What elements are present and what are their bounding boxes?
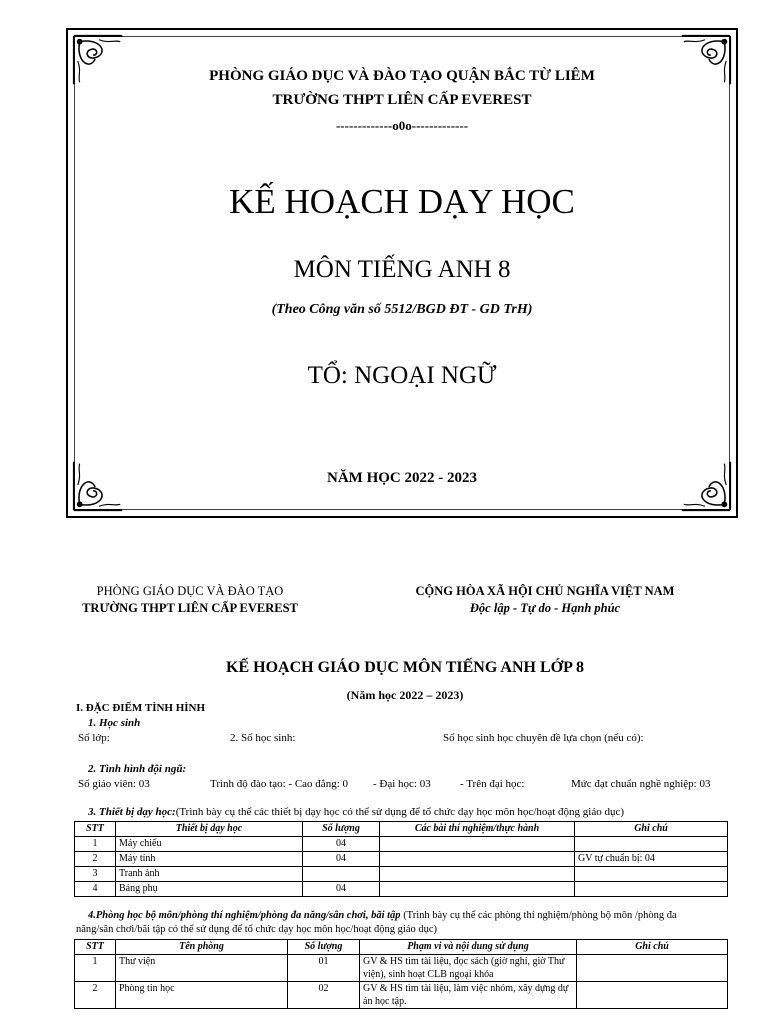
table-row: [75, 852, 728, 867]
rooms-note-2: năng/sân chơi/bãi tập có thể sử dụng để tổ chức dạy học môn học/hoạt động giáo dục): [76, 924, 438, 935]
cell: [380, 867, 575, 882]
cell: GV tự chuẩn bị: 04: [575, 852, 728, 867]
plan-title: KẾ HOẠCH GIÁO DỤC MÔN TIẾNG ANH LỚP 8: [226, 659, 584, 676]
cell: [575, 837, 728, 852]
standard-count: Mức đạt chuẩn nghề nghiệp: 03: [571, 778, 711, 790]
cover-school: TRƯỜNG THPT LIÊN CẤP EVEREST: [272, 92, 532, 108]
cell: Máy tính: [116, 852, 303, 867]
classes-count: Số lớp:: [78, 732, 110, 744]
table-header-row: [75, 822, 728, 837]
cover-title: KẾ HOẠCH DẠY HỌC: [229, 182, 575, 221]
plan-year: (Năm học 2022 – 2023): [346, 688, 464, 702]
col-quantity: Số lượng: [288, 940, 360, 955]
cell: Máy chiếu: [116, 837, 303, 852]
rooms-table: [74, 939, 728, 1009]
header-right-line2: Độc lập - Tự do - Hạnh phúc: [469, 601, 621, 615]
table-row: [75, 955, 728, 982]
cover-group: TỔ: NGOẠI NGỮ: [307, 362, 497, 389]
col-equipment: Thiết bị dạy học: [116, 822, 303, 837]
cell: GV & HS tìm tài liệu, đọc sách (giờ nghỉ, giờ Thư viện), sinh hoạt CLB ngoại khóa: [360, 955, 577, 982]
cell: 01: [288, 955, 360, 982]
cell: 02: [288, 982, 360, 1009]
students-heading: 1. Học sinh: [88, 717, 141, 729]
elective-students: Số học sinh học chuyên đề lựa chọn (nếu có):: [443, 732, 644, 744]
cell: 3: [75, 867, 116, 882]
rooms-note-1: (Trình bày cụ thể các phòng thí nghiệm/phòng bộ môn /phòng đa: [400, 910, 677, 921]
students-count: 2. Số học sinh:: [230, 732, 296, 744]
header-left-line1: PHÒNG GIÁO DỤC VÀ ĐÀO TẠO: [96, 584, 284, 598]
table-row: [75, 867, 728, 882]
col-notes: Ghi chú: [575, 822, 728, 837]
cover-reference: (Theo Công văn số 5512/BGD ĐT - GD TrH): [271, 302, 533, 317]
cell: 04: [303, 882, 380, 897]
cell: [380, 882, 575, 897]
cell: 2: [75, 852, 116, 867]
col-room-name: Tên phòng: [116, 940, 288, 955]
cell: Bảng phụ: [116, 882, 303, 897]
teachers-count: Số giáo viên: 03: [78, 778, 150, 790]
cell: [577, 982, 728, 1009]
cell: Phòng tin học: [116, 982, 288, 1009]
table-header-row: [75, 940, 728, 955]
table-row: [75, 837, 728, 852]
cell: [380, 852, 575, 867]
cell: 1: [75, 955, 116, 982]
equipment-heading-line: [88, 806, 624, 818]
cell: Tranh ảnh: [116, 867, 303, 882]
staff-heading: 2. Tình hình đội ngũ:: [88, 763, 187, 775]
cover-department: PHÒNG GIÁO DỤC VÀ ĐÀO TẠO QUẬN BẮC TỪ LIÊM: [209, 68, 595, 84]
header-right-line1: CỘNG HÒA XÃ HỘI CHỦ NGHĨA VIỆT NAM: [415, 584, 675, 598]
cover-year: NĂM HỌC 2022 - 2023: [327, 470, 477, 486]
col-stt: STT: [75, 940, 116, 955]
col-quantity: Số lượng: [303, 822, 380, 837]
cell: 4: [75, 882, 116, 897]
cover-separator: -------------o0o-------------: [335, 118, 469, 133]
col-notes: Ghi chú: [577, 940, 728, 955]
cell: 2: [75, 982, 116, 1009]
rooms-heading-line: [88, 910, 677, 921]
cell: GV & HS tìm tài liệu, làm việc nhóm, xây dựng dự án học tập.: [360, 982, 577, 1009]
cell: Thư viện: [116, 955, 288, 982]
table-row: [75, 882, 728, 897]
header-left-line2: TRƯỜNG THPT LIÊN CẤP EVEREST: [82, 601, 298, 615]
col-experiments: Các bài thí nghiệm/thực hành: [380, 822, 575, 837]
cell: 1: [75, 837, 116, 852]
postgrad-count: - Trên đại học:: [460, 778, 525, 790]
cell: 04: [303, 837, 380, 852]
equipment-note: (Trình bày cụ thể các thiết bị dạy học có thể sử dụng để tổ chức dạy học môn học/hoạt động giáo dục): [175, 806, 625, 818]
cell: 04: [303, 852, 380, 867]
cell: [577, 955, 728, 982]
rooms-heading: 4.Phòng học bộ môn/phòng thí nghiệm/phòng đa năng/sân chơi, bãi tập: [88, 910, 401, 921]
cell: [380, 837, 575, 852]
equipment-heading: 3. Thiết bị dạy học:: [88, 806, 176, 818]
cell: [575, 882, 728, 897]
col-stt: STT: [75, 822, 116, 837]
college-count: Trình độ đào tạo: - Cao đẳng: 0: [210, 778, 348, 790]
table-row: [75, 982, 728, 1009]
cell: [303, 867, 380, 882]
equipment-table: [74, 821, 728, 897]
university-count: - Đại học: 03: [373, 778, 431, 790]
col-scope: Phạm vi và nội dung sử dụng: [360, 940, 577, 955]
cover-frame: [66, 28, 738, 518]
cover-subject: MÔN TIẾNG ANH 8: [293, 256, 511, 283]
section-1-heading: I. ĐẶC ĐIỂM TÌNH HÌNH: [76, 702, 206, 714]
cell: [575, 867, 728, 882]
